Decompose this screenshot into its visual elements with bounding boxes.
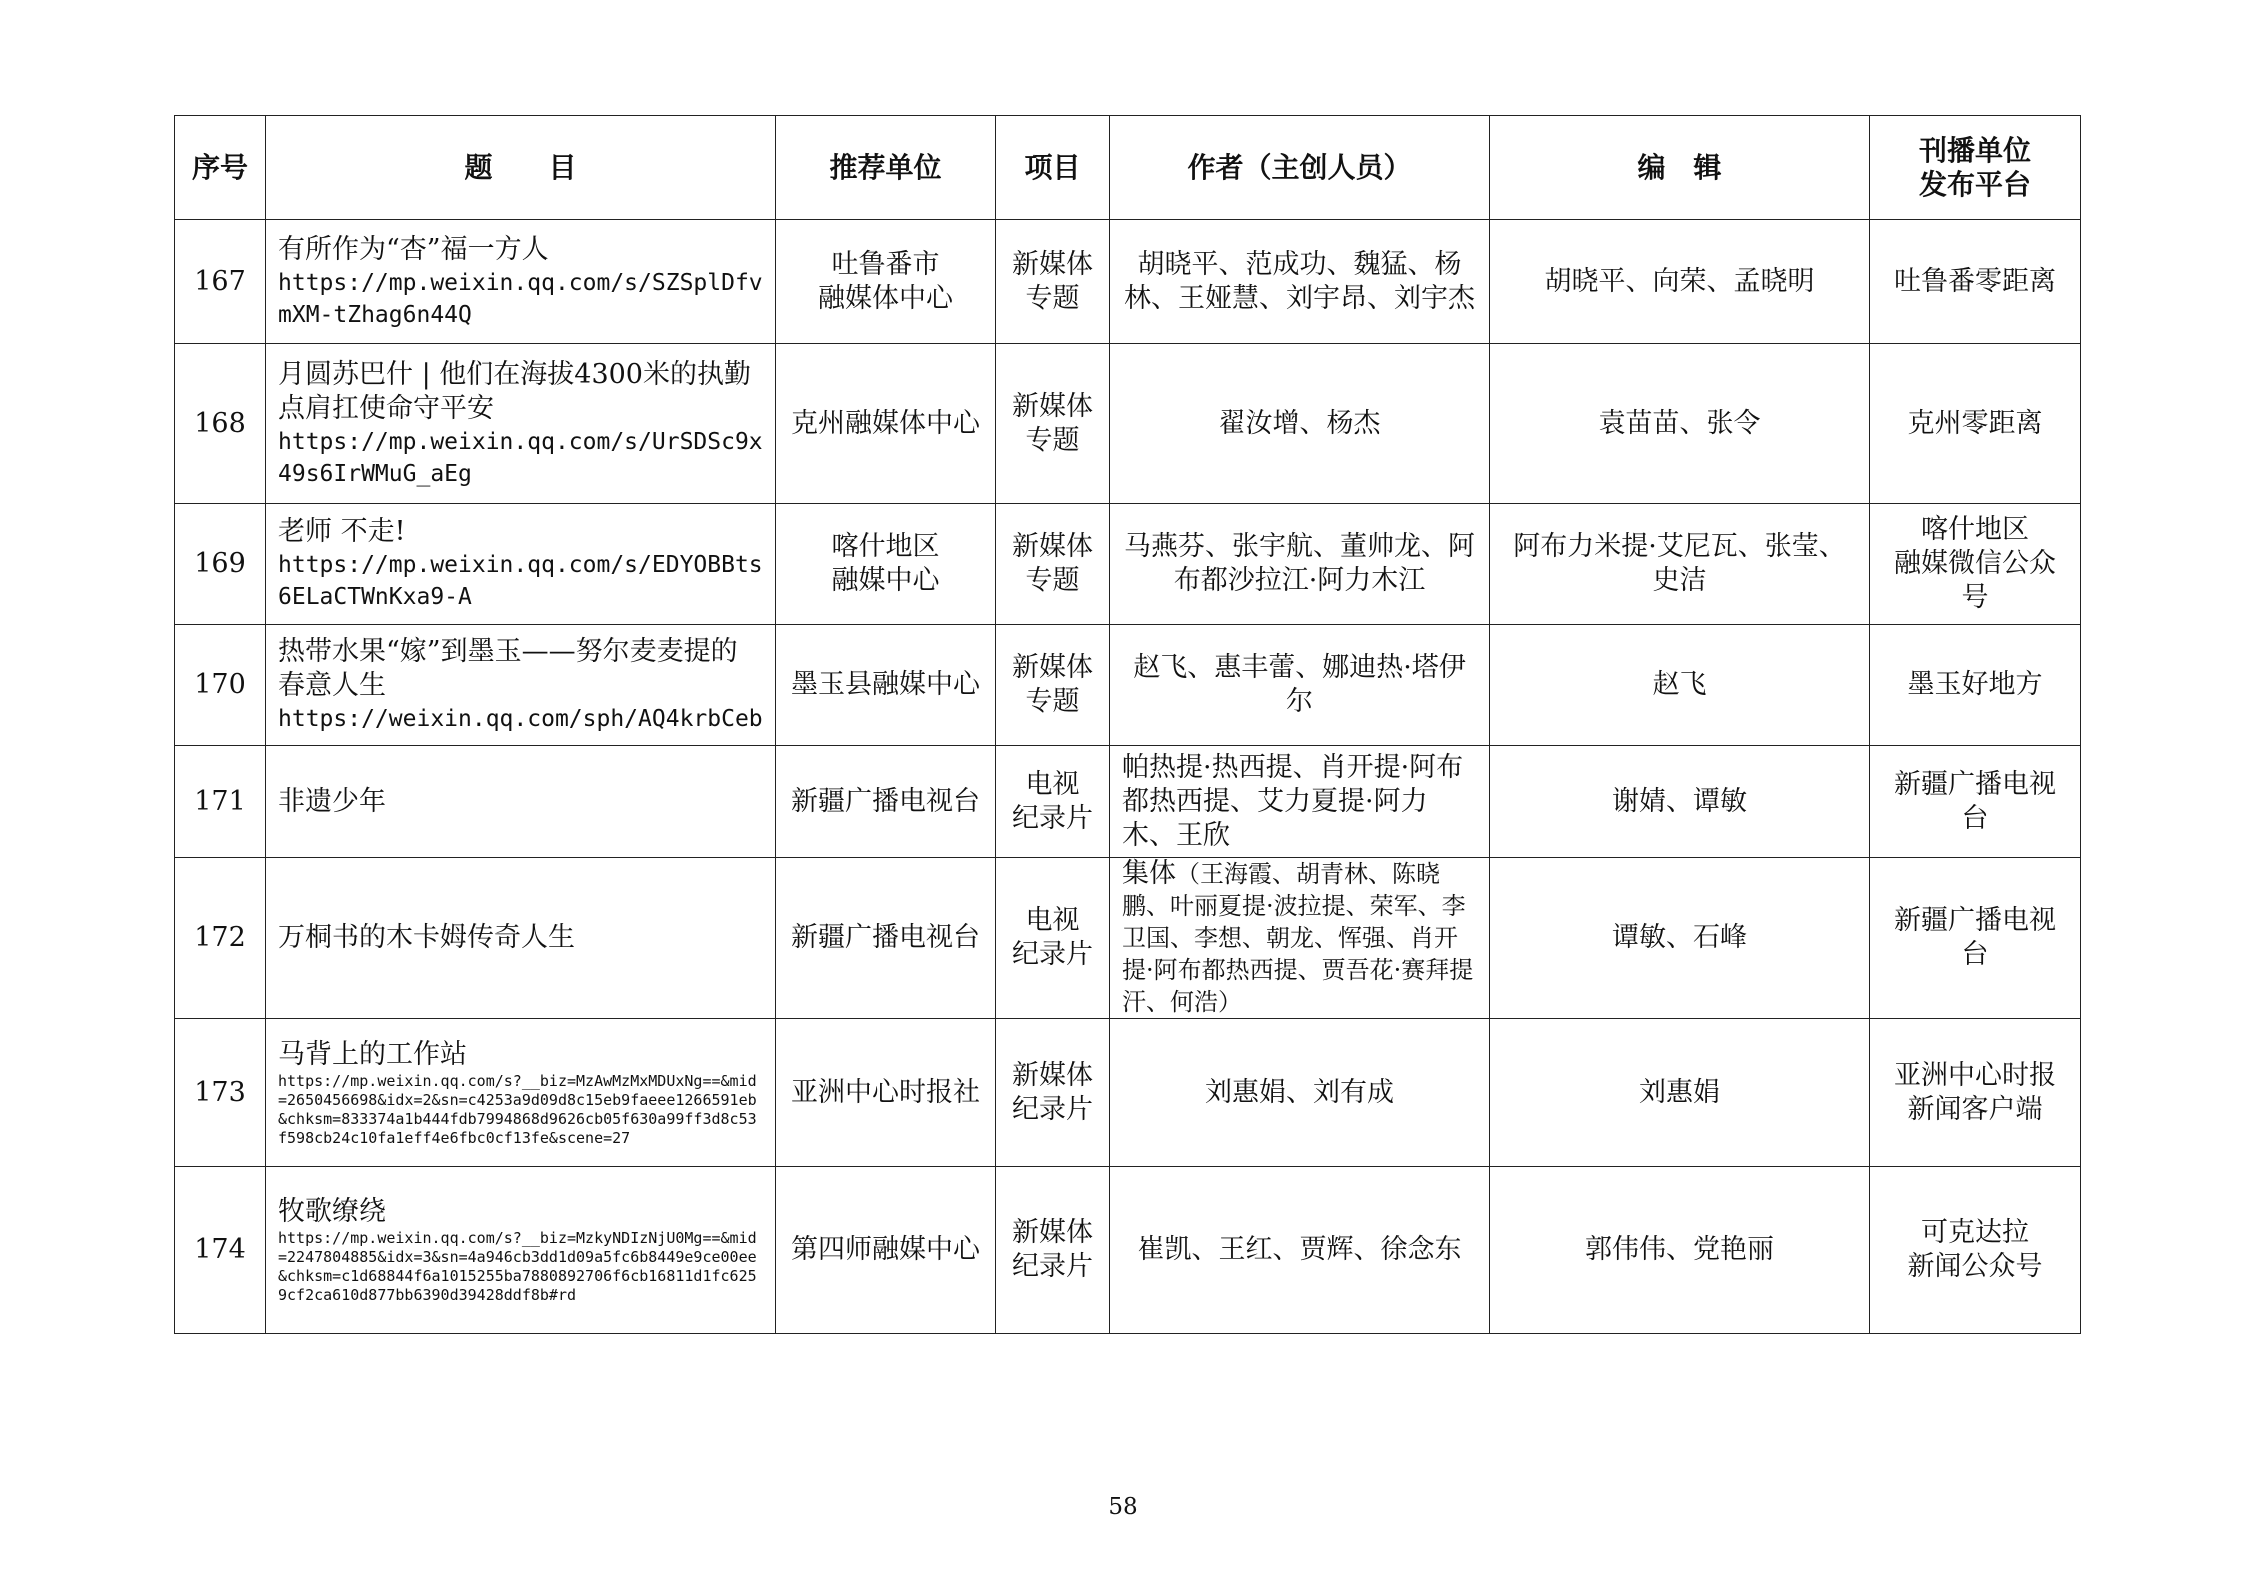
row-platform-line: 吐鲁番零距离 bbox=[1894, 265, 2056, 297]
row-unit-line: 喀什地区 bbox=[831, 531, 940, 562]
row-unit bbox=[776, 220, 996, 344]
row-project bbox=[996, 344, 1110, 504]
row-unit bbox=[776, 1019, 996, 1167]
row-unit-line: 墨玉县融媒中心 bbox=[791, 669, 980, 700]
header-platform-line1: 刊播单位 bbox=[1918, 133, 2031, 167]
row-title-cell bbox=[266, 1019, 776, 1167]
row-editor: 胡晓平、向荣、孟晓明 bbox=[1490, 220, 1870, 344]
row-platform bbox=[1870, 1167, 2081, 1334]
header-title: 题 目 bbox=[266, 116, 776, 220]
header-platform bbox=[1870, 116, 2081, 220]
header-row bbox=[175, 116, 2081, 220]
header-editor: 编 辑 bbox=[1490, 116, 1870, 220]
row-project-line: 新媒体 bbox=[1012, 1217, 1093, 1248]
header-platform-line2: 发布平台 bbox=[1918, 167, 2031, 201]
row-editor: 赵飞 bbox=[1490, 625, 1870, 746]
row-platform bbox=[1870, 344, 2081, 504]
row-unit-line: 吐鲁番市 bbox=[831, 248, 940, 280]
row-editor: 谭敏、石峰 bbox=[1490, 858, 1870, 1019]
row-url[interactable]: https://mp.weixin.qq.com/s?__biz=MzkyNDIzNjU0Mg==&mid=2247804885&idx=3&sn=4a946cb3dd1d09a5fc6b8449e9ce00ee&chksm=c1d68844f6a1015255ba7880892706f6cb16811d1fc6259cf2ca610d877bb6390d39428ddf8b#rd bbox=[278, 1229, 757, 1304]
row-project-line: 新媒体 bbox=[1012, 1059, 1093, 1091]
row-project-line: 电视 bbox=[1025, 905, 1080, 936]
row-unit bbox=[776, 858, 996, 1019]
row-project bbox=[996, 858, 1110, 1019]
row-no: 174 bbox=[175, 1167, 266, 1334]
row-unit-line: 融媒体中心 bbox=[818, 282, 953, 314]
row-project-line: 纪录片 bbox=[1012, 939, 1093, 970]
row-platform bbox=[1870, 858, 2081, 1019]
row-author-lead: 集体 bbox=[1122, 858, 1176, 889]
row-unit-line: 新疆广播电视台 bbox=[791, 922, 980, 953]
table-row bbox=[175, 625, 2081, 746]
header-author: 作者（主创人员） bbox=[1110, 116, 1490, 220]
row-title: 月圆苏巴什 | 他们在海拔4300米的执勤点肩扛使命守平安 bbox=[278, 358, 751, 424]
header-no: 序号 bbox=[175, 116, 266, 220]
row-url[interactable]: https://mp.weixin.qq.com/s/SZSplDfvmXM-tZhag6n44Q bbox=[278, 269, 763, 328]
row-title-cell bbox=[266, 220, 776, 344]
row-title-cell bbox=[266, 1167, 776, 1334]
row-platform-line: 新疆广播电视台 bbox=[1894, 768, 2056, 834]
row-project bbox=[996, 220, 1110, 344]
row-unit-line: 第四师融媒中心 bbox=[791, 1234, 980, 1265]
row-no: 168 bbox=[175, 344, 266, 504]
row-author bbox=[1110, 858, 1490, 1019]
row-platform-line: 墨玉好地方 bbox=[1907, 669, 2043, 700]
row-title-cell bbox=[266, 344, 776, 504]
row-project-line: 纪录片 bbox=[1012, 1251, 1093, 1282]
row-title-cell bbox=[266, 746, 776, 858]
row-editor: 郭伟伟、党艳丽 bbox=[1490, 1167, 1870, 1334]
row-author: 翟汝增、杨杰 bbox=[1110, 344, 1490, 504]
row-editor: 袁苗苗、张令 bbox=[1490, 344, 1870, 504]
row-no: 172 bbox=[175, 858, 266, 1019]
row-platform bbox=[1870, 220, 2081, 344]
row-project-line: 新媒体 bbox=[1012, 652, 1093, 683]
row-url[interactable]: https://mp.weixin.qq.com/s/EDYOBBts6ELaCTWnKxa9-A bbox=[278, 552, 763, 610]
row-platform-line: 可克达拉 bbox=[1921, 1217, 2029, 1248]
row-unit-line: 克州融媒体中心 bbox=[791, 407, 980, 439]
row-author: 刘惠娟、刘有成 bbox=[1110, 1019, 1490, 1167]
row-editor: 谢婧、谭敏 bbox=[1490, 746, 1870, 858]
row-project bbox=[996, 625, 1110, 746]
row-platform bbox=[1870, 1019, 2081, 1167]
row-author: 赵飞、惠丰蕾、娜迪热·塔伊尔 bbox=[1110, 625, 1490, 746]
row-project-line: 新媒体 bbox=[1012, 390, 1093, 422]
row-no: 171 bbox=[175, 746, 266, 858]
row-unit bbox=[776, 1167, 996, 1334]
row-author: 帕热提·热西提、肖开提·阿布都热西提、艾力夏提·阿力木、王欣 bbox=[1110, 746, 1490, 858]
header-unit: 推荐单位 bbox=[776, 116, 996, 220]
row-project-line: 新媒体 bbox=[1012, 248, 1093, 280]
row-project-line: 专题 bbox=[1025, 424, 1080, 456]
table-row bbox=[175, 1167, 2081, 1334]
row-title: 有所作为“杏”福一方人 bbox=[278, 233, 549, 265]
row-title-cell bbox=[266, 504, 776, 625]
row-platform bbox=[1870, 504, 2081, 625]
row-no: 173 bbox=[175, 1019, 266, 1167]
table-row bbox=[175, 746, 2081, 858]
page-number: 58 bbox=[1108, 1494, 1138, 1520]
row-project bbox=[996, 746, 1110, 858]
row-unit-line: 亚洲中心时报社 bbox=[791, 1076, 980, 1108]
row-title: 牧歌缭绕 bbox=[278, 1196, 386, 1227]
row-project-line: 专题 bbox=[1025, 686, 1080, 717]
row-title: 非遗少年 bbox=[278, 785, 386, 817]
table-row bbox=[175, 220, 2081, 344]
row-title-cell bbox=[266, 858, 776, 1019]
row-project bbox=[996, 1019, 1110, 1167]
table-row bbox=[175, 344, 2081, 504]
row-platform-line: 新疆广播电视台 bbox=[1894, 905, 2056, 970]
row-author: 马燕芬、张宇航、董帅龙、阿布都沙拉江·阿力木江 bbox=[1110, 504, 1490, 625]
row-project-line: 纪录片 bbox=[1012, 1093, 1093, 1125]
row-no: 169 bbox=[175, 504, 266, 625]
table-row bbox=[175, 1019, 2081, 1167]
row-unit bbox=[776, 504, 996, 625]
row-project bbox=[996, 504, 1110, 625]
awards-table bbox=[174, 115, 2081, 1334]
row-platform-line: 克州零距离 bbox=[1907, 407, 2043, 439]
table-row bbox=[175, 504, 2081, 625]
row-editor: 刘惠娟 bbox=[1490, 1019, 1870, 1167]
row-project bbox=[996, 1167, 1110, 1334]
row-url[interactable]: https://weixin.qq.com/sph/AQ4krbCeb bbox=[278, 706, 763, 732]
row-author: 胡晓平、范成功、魏猛、杨林、王娅慧、刘宇昂、刘宇杰 bbox=[1110, 220, 1490, 344]
row-title: 马背上的工作站 bbox=[278, 1038, 467, 1070]
table-row bbox=[175, 858, 2081, 1019]
row-project-line: 电视 bbox=[1025, 768, 1080, 800]
row-platform bbox=[1870, 746, 2081, 858]
row-unit bbox=[776, 625, 996, 746]
row-unit bbox=[776, 344, 996, 504]
row-platform-line: 新闻客户端 bbox=[1907, 1093, 2043, 1125]
row-project-line: 纪录片 bbox=[1012, 802, 1093, 834]
row-platform-line: 喀什地区 bbox=[1921, 514, 2029, 545]
row-unit bbox=[776, 746, 996, 858]
row-title-cell bbox=[266, 625, 776, 746]
row-no: 170 bbox=[175, 625, 266, 746]
row-no: 167 bbox=[175, 220, 266, 344]
row-unit-line: 融媒中心 bbox=[831, 565, 940, 596]
row-title: 老师 不走! bbox=[278, 516, 406, 547]
row-project-line: 专题 bbox=[1025, 282, 1080, 314]
header-project: 项目 bbox=[996, 116, 1110, 220]
row-url[interactable]: https://mp.weixin.qq.com/s?__biz=MzAwMzMxMDUxNg==&mid=2650456698&idx=2&sn=c4253a9d09d8c15eb9faeee1266591eb&chksm=833374a1b444fdb7994868d9626cb05f630a99ff3d8c53f598cb24c10fa1eff4e6fbc0cf13fe&scene=27 bbox=[278, 1071, 757, 1147]
row-project-line: 专题 bbox=[1025, 565, 1080, 596]
row-project-line: 新媒体 bbox=[1012, 531, 1093, 562]
row-author-members: （王海霞、胡青林、陈晓鹏、叶丽夏提·波拉提、荣军、李卫国、李想、朝龙、恽强、肖开提·阿布都热西提、贾吾花·赛拜提汗、何浩） bbox=[1122, 860, 1474, 1016]
row-unit-line: 新疆广播电视台 bbox=[791, 785, 980, 817]
row-platform-line: 融媒微信公众号 bbox=[1894, 548, 2056, 613]
row-title: 万桐书的木卡姆传奇人生 bbox=[278, 922, 575, 953]
row-url[interactable]: https://mp.weixin.qq.com/s/UrSDSc9x49s6IrWMuG_aEg bbox=[278, 428, 763, 487]
row-platform-line: 亚洲中心时报 bbox=[1894, 1059, 2056, 1091]
row-author: 崔凯、王红、贾辉、徐念东 bbox=[1110, 1167, 1490, 1334]
row-title: 热带水果“嫁”到墨玉——努尔麦麦提的春意人生 bbox=[278, 636, 738, 701]
row-platform-line: 新闻公众号 bbox=[1907, 1251, 2043, 1282]
row-editor: 阿布力米提·艾尼瓦、张莹、史洁 bbox=[1490, 504, 1870, 625]
row-platform bbox=[1870, 625, 2081, 746]
